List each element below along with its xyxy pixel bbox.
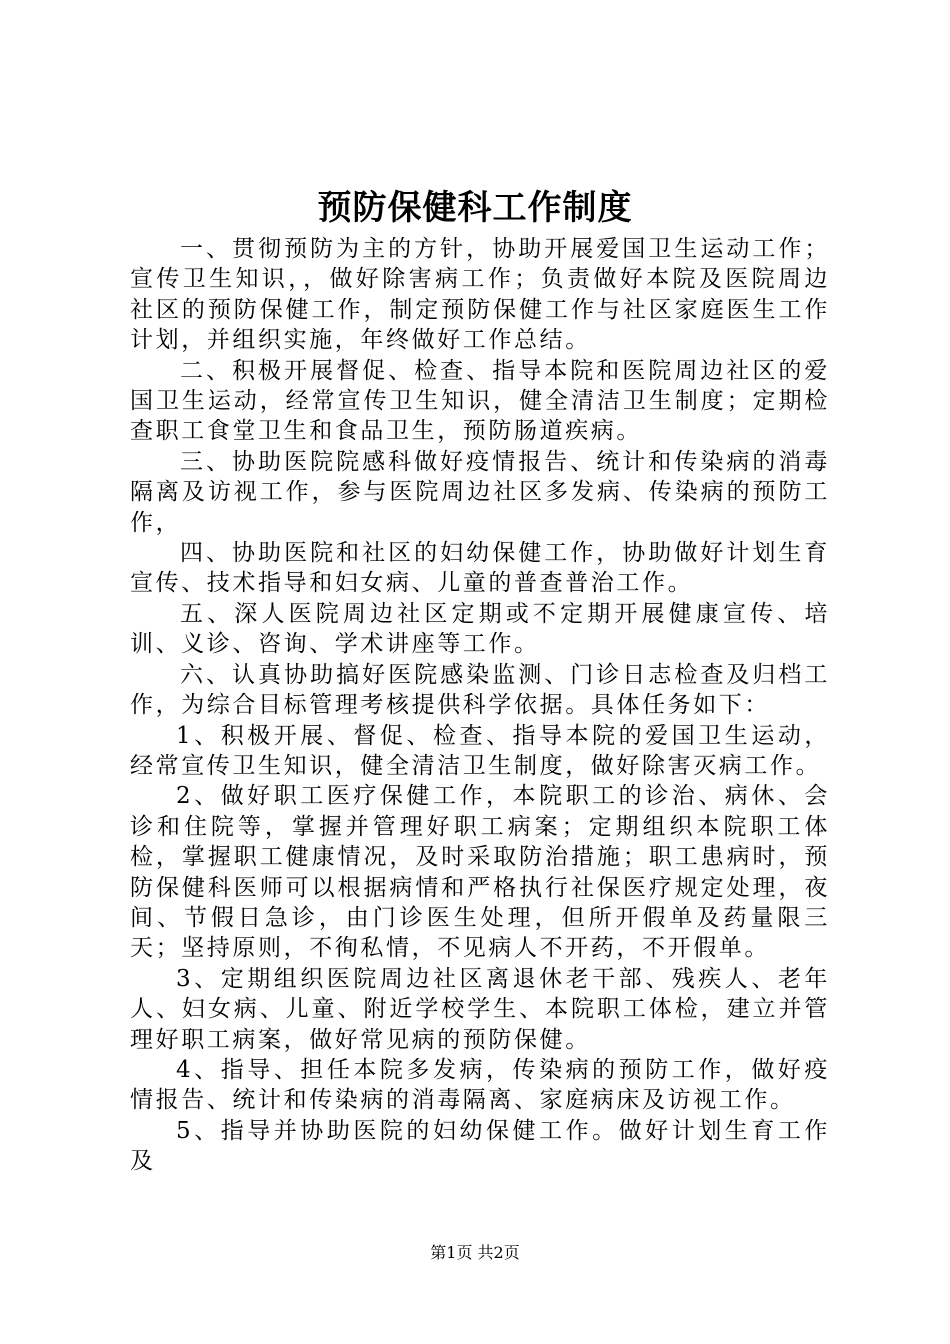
page-footer: 第1页 共2页 [430, 1243, 520, 1262]
document-body [130, 234, 830, 1177]
paragraph-3: 三、协助医院院感科做好疫情报告、统计和传染病的消毒隔离及访视工作，参与医院周边社区多发病、传染病的预防工作， [130, 448, 830, 536]
paragraph-6: 六、认真协助搞好医院感染监测、门诊日志检查及归档工作，为综合目标管理考核提供科学依据。具体任务如下： [130, 661, 830, 719]
task-item-1: 1、积极开展、督促、检查、指导本院的爱国卫生运动，经常宣传卫生知识，健全清洁卫生制度，做好除害灭病工作。 [130, 722, 830, 779]
document-title: 预防保健科工作制度 [317, 188, 633, 228]
paragraph-2: 二、积极开展督促、检查、指导本院和医院周边社区的爱国卫生运动，经常宣传卫生知识，健全清洁卫生制度；定期检查职工食堂卫生和食品卫生，预防肠道疾病。 [130, 357, 830, 445]
paragraph-5: 五、深人医院周边社区定期或不定期开展健康宣传、培训、义诊、咨询、学术讲座等工作。 [130, 600, 830, 658]
task-item-3: 3、定期组织医院周边社区离退休老干部、残疾人、老年人、妇女病、儿童、附近学校学生、本院职工体检，建立并管理好职工病案，做好常见病的预防保健。 [130, 965, 830, 1053]
task-item-2: 2、做好职工医疗保健工作，本院职工的诊治、病休、会诊和住院等，掌握并管理好职工病案；定期组织本院职工体检，掌握职工健康情况，及时采取防治措施；职工患病时，预防保健科医师可以根据病情和严格执行社保医疗规定处理，夜间、节假日急诊，由门诊医生处理，但所开假单及药量限三天；坚持原则，不徇私情，不见病人不开药，不开假单。 [130, 783, 830, 962]
paragraph-4: 四、协助医院和社区的妇幼保健工作，协助做好计划生育宣传、技术指导和妇女病、儿童的普查普治工作。 [130, 540, 830, 597]
task-item-5: 5、指导并协助医院的妇幼保健工作。做好计划生育工作及 [130, 1117, 830, 1175]
paragraph-1: 一、贯彻预防为主的方针，协助开展爱国卫生运动工作；宣传卫生知识，，做好除害病工作；负责做好本院及医院周边社区的预防保健工作，制定预防保健工作与社区家庭医生工作计划，并组织实施，年终做好工作总结。 [130, 236, 830, 354]
task-item-4: 4、指导、担任本院多发病，传染病的预防工作，做好疫情报告、统计和传染病的消毒隔离、家庭病床及访视工作。 [130, 1056, 830, 1114]
